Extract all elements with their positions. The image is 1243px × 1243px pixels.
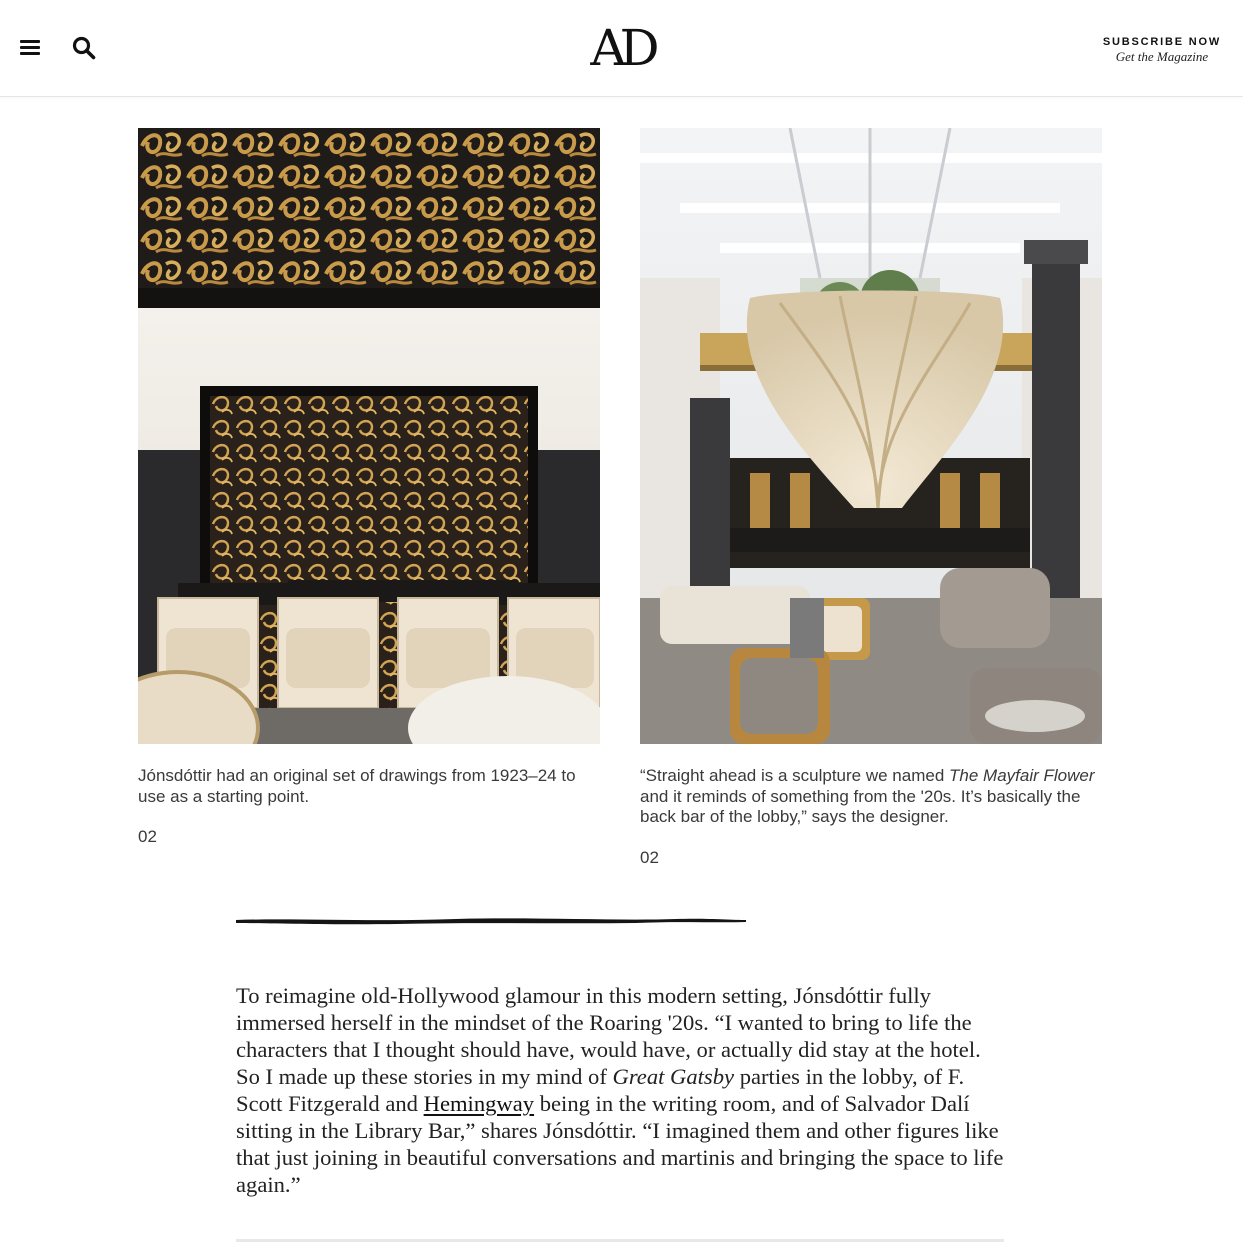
paragraph-text: being in the writing room, and of Salvador Dalí sitting in the Library Bar,” shares Jónsdóttir. “I imagined them and other figures like that just joining in beautiful conversations and martinis and bringing the space to life again.” — [236, 1091, 1004, 1197]
gallery-credit: 02 — [640, 847, 659, 867]
article-paragraph — [236, 982, 1006, 1198]
gallery-figure-left — [138, 128, 600, 847]
caption-text: and it reminds of something from the '20s. It’s basically the back bar of the lobby,” says the designer. — [640, 786, 1081, 826]
search-icon[interactable] — [70, 34, 98, 62]
caption-text: “Straight ahead is a sculpture we named — [640, 766, 950, 785]
lobby-photo[interactable] — [640, 128, 1102, 744]
hemingway-link[interactable]: Hemingway — [423, 1091, 535, 1116]
menu-bar — [20, 46, 40, 49]
site-header — [0, 0, 1243, 97]
brush-divider — [236, 914, 748, 928]
paragraph-text: To reimagine old-Hollywood glamour in this modern setting, Jónsdóttir fully immersed herself in the mindset of the Roaring '20s. “I wanted to bring to life the characters that I thought should have, would have, or actually did stay at the hotel. So I made up these stories in my mind of — [236, 983, 981, 1089]
book-title-italic: Great Gatsby — [612, 1064, 735, 1089]
site-logo[interactable]: AD — [590, 19, 653, 77]
bar-interior-photo[interactable] — [138, 128, 600, 744]
menu-bar — [20, 40, 40, 43]
menu-icon[interactable] — [18, 36, 44, 60]
gallery-caption: Jónsdóttir had an original set of drawings from 1923–24 to use as a starting point. — [138, 766, 576, 806]
gallery-credit: 02 — [138, 827, 157, 846]
caption-italic-title: The Mayfair Flower — [949, 766, 1095, 785]
subscribe-button[interactable] — [1103, 36, 1221, 65]
section-divider — [236, 1239, 1004, 1242]
gallery-figure-right — [640, 128, 1102, 868]
menu-bar — [20, 52, 40, 55]
subscribe-label: SUBSCRIBE NOW — [1102, 36, 1221, 48]
paragraph-text: parties in the lobby, of F. Scott Fitzgerald and — [236, 1064, 965, 1116]
gallery-caption — [640, 766, 1102, 828]
subscribe-sub-label: Get the Magazine — [1115, 49, 1209, 64]
